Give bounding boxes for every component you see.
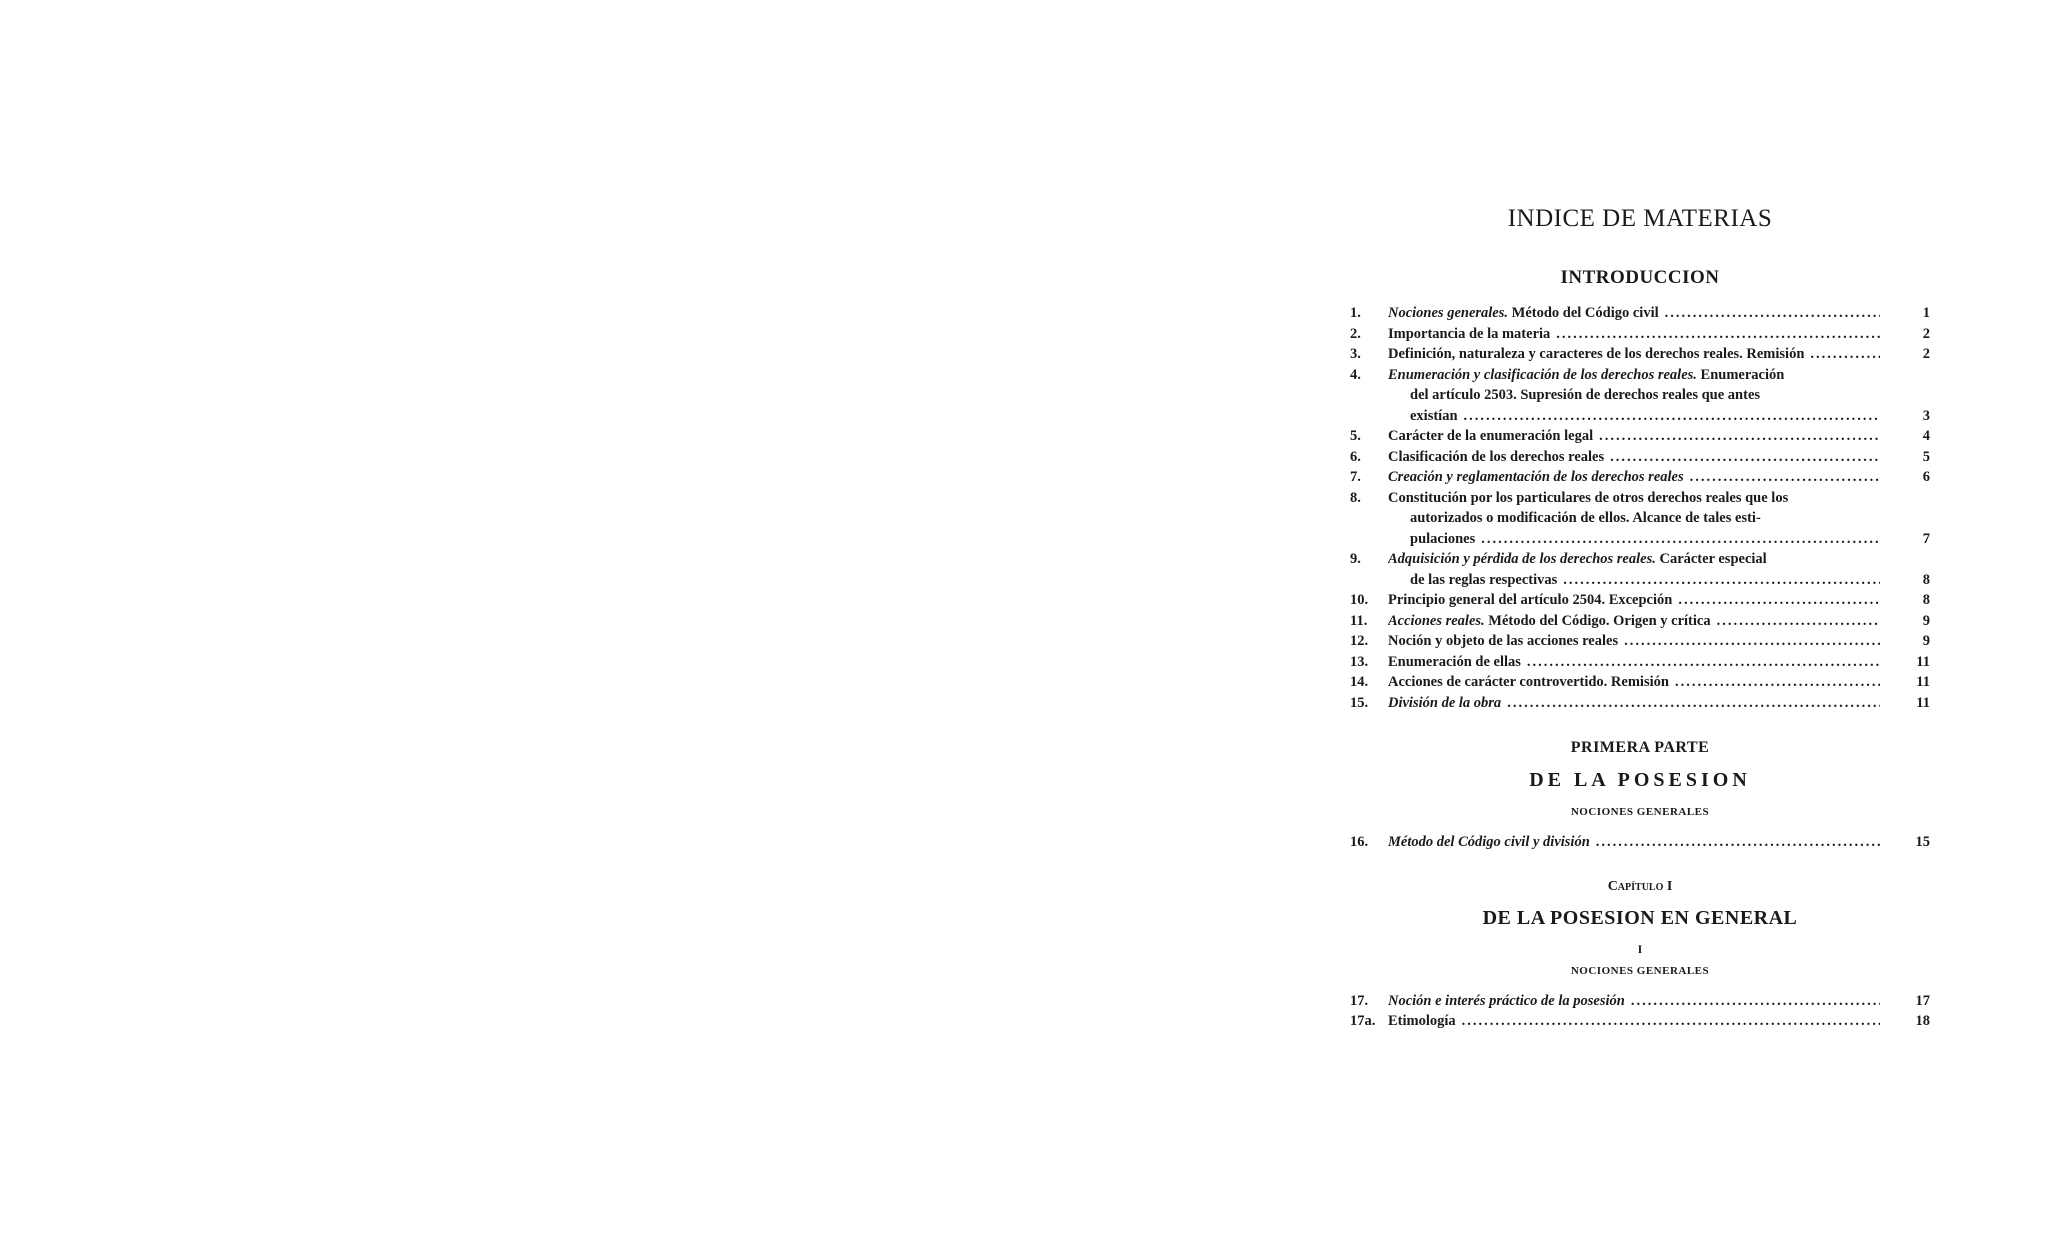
entry-line <box>1388 488 1880 509</box>
entry-number: 3. <box>1350 346 1361 362</box>
entry-number: 8. <box>1350 489 1361 506</box>
part-subheading: NOCIONES GENERALES <box>1570 806 1710 818</box>
entry-title <box>1388 693 1501 714</box>
entry-continuation: de las reglas respectivas <box>1410 571 1558 588</box>
toc-entry <box>1350 631 1930 652</box>
entry-line-continued <box>1388 529 1880 550</box>
entry-title <box>1388 488 1788 509</box>
dot-leader <box>1521 652 1880 673</box>
entry-number: 15. <box>1350 694 1369 711</box>
dot-leader <box>1590 832 1880 853</box>
toc-entry <box>1350 365 1930 427</box>
toc-entry <box>1350 652 1930 673</box>
page-number: 18 <box>1915 1013 1930 1029</box>
entry-title-roman: Constitución por los particulares de otros derechos reales que los <box>1388 489 1789 506</box>
toc-entry <box>1350 426 1930 447</box>
entry-line <box>1388 672 1880 693</box>
entry-title <box>1388 467 1684 488</box>
toc-entry <box>1350 303 1930 324</box>
entry-title-roman: Carácter de la enumeración legal <box>1388 428 1594 444</box>
page-number: 17 <box>1915 992 1930 1009</box>
toc-entry <box>1350 324 1930 345</box>
entry-title <box>1388 447 1604 468</box>
chapter-subheading: NOCIONES GENERALES <box>1570 964 1710 977</box>
page-number: 4 <box>1922 428 1930 444</box>
entry-number: 17a. <box>1350 1013 1376 1029</box>
toc-entry <box>1350 447 1930 468</box>
entry-number: 2. <box>1350 325 1361 342</box>
entry-continuation: existían <box>1410 407 1458 424</box>
page-number: 11 <box>1916 694 1930 711</box>
entry-number: 7. <box>1350 469 1361 485</box>
entry-text <box>1388 590 1880 611</box>
dot-leader <box>1501 693 1880 714</box>
entry-line <box>1388 344 1880 365</box>
entry-text <box>1388 631 1880 652</box>
page-number: 15 <box>1915 834 1930 850</box>
entry-text <box>1388 652 1880 673</box>
entry-title-roman: Carácter especial <box>1655 551 1767 567</box>
toc-entry <box>1350 590 1930 611</box>
entry-number: 5. <box>1350 428 1361 444</box>
toc-entry <box>1350 549 1930 590</box>
dot-leader <box>1669 672 1880 693</box>
toc-entry <box>1350 488 1930 550</box>
entry-text <box>1388 365 1880 427</box>
page-number: 9 <box>1922 612 1930 629</box>
entry-line-continued <box>1388 406 1880 427</box>
dot-leader <box>1458 406 1880 427</box>
entry-line <box>1388 590 1880 611</box>
dot-leader <box>1550 324 1880 345</box>
entry-title-italic: Noción e interés práctico de la posesión <box>1388 992 1625 1009</box>
entry-title <box>1388 344 1804 365</box>
entry-title <box>1388 611 1711 632</box>
toc-entry <box>1350 693 1930 714</box>
entry-line <box>1388 991 1880 1012</box>
entry-line <box>1388 365 1880 386</box>
entry-title <box>1388 631 1618 652</box>
dot-leader <box>1804 344 1880 365</box>
toc-list-introduccion <box>1350 303 1930 713</box>
entry-text <box>1388 832 1880 853</box>
entry-line <box>1388 426 1880 447</box>
entry-title <box>1388 1011 1456 1032</box>
dot-leader <box>1618 631 1880 652</box>
entry-continuation: autorizados o modificación de ellos. Alcance de tales esti- <box>1410 510 1761 526</box>
dot-leader <box>1557 570 1880 591</box>
page-number: 2 <box>1922 346 1930 362</box>
entry-title <box>1388 672 1669 693</box>
entry-text <box>1388 1011 1880 1032</box>
entry-line <box>1388 324 1880 345</box>
entry-title-italic: División de la obra <box>1388 694 1502 711</box>
entry-title-roman: Acciones de carácter controvertido. Remisión <box>1388 674 1669 690</box>
entry-title <box>1388 832 1590 853</box>
section-heading-introduccion: INTRODUCCION <box>1560 267 1720 288</box>
page-number: 11 <box>1916 674 1930 690</box>
entry-title <box>1388 652 1521 673</box>
toc-list-primera-parte <box>1350 832 1930 853</box>
entry-text <box>1388 672 1880 693</box>
entry-title-italic: Acciones reales. <box>1388 612 1485 629</box>
entry-title-roman: Clasificación de los derechos reales <box>1388 448 1605 465</box>
entry-text <box>1388 488 1880 550</box>
entry-title <box>1388 991 1625 1012</box>
entry-title-roman: Etimología <box>1388 1013 1456 1029</box>
index-page <box>1350 205 1930 1032</box>
entry-title-roman: Importancia de la materia <box>1388 325 1551 342</box>
toc-entry <box>1350 672 1930 693</box>
entry-line-continued <box>1388 570 1880 591</box>
entry-text <box>1388 549 1880 590</box>
entry-line <box>1388 631 1880 652</box>
dot-leader <box>1604 447 1880 468</box>
entry-title <box>1388 365 1784 386</box>
entry-line <box>1388 611 1880 632</box>
dot-leader <box>1625 991 1880 1012</box>
entry-number: 9. <box>1350 551 1361 567</box>
toc-entry <box>1350 832 1930 853</box>
entry-line <box>1388 467 1880 488</box>
page-number: 7 <box>1922 530 1930 547</box>
entry-title-roman: Enumeración <box>1696 366 1785 383</box>
entry-text <box>1388 324 1880 345</box>
entry-text <box>1388 303 1880 324</box>
dot-leader <box>1659 303 1880 324</box>
chapter-title: DE LA POSESION EN GENERAL <box>1482 906 1798 929</box>
chapter-section-number: I <box>1637 941 1643 956</box>
entry-line-continued <box>1388 385 1880 406</box>
entry-title-roman: Definición, naturaleza y caracteres de los derechos reales. Remisión <box>1388 346 1805 362</box>
page-number: 2 <box>1922 325 1930 342</box>
chapter-label: Capítulo I <box>1607 878 1673 894</box>
page-number: 9 <box>1922 633 1930 649</box>
entry-line <box>1388 549 1880 570</box>
toc-entry <box>1350 991 1930 1012</box>
entry-title <box>1388 303 1659 324</box>
entry-text <box>1388 447 1880 468</box>
entry-title-italic: Nociones generales. <box>1388 305 1509 321</box>
page-number: 8 <box>1922 571 1930 588</box>
entry-text <box>1388 991 1880 1012</box>
entry-line <box>1388 303 1880 324</box>
entry-title-roman: Principio general del artículo 2504. Excepción <box>1388 592 1673 608</box>
entry-text <box>1388 467 1880 488</box>
entry-title <box>1388 549 1767 570</box>
entry-text <box>1388 693 1880 714</box>
dot-leader <box>1593 426 1880 447</box>
toc-entry <box>1350 1011 1930 1032</box>
dot-leader <box>1684 467 1880 488</box>
dot-leader <box>1672 590 1880 611</box>
entry-title-roman: Método del Código civil <box>1508 305 1659 321</box>
entry-title-italic: Adquisición y pérdida de los derechos reales. <box>1388 551 1656 567</box>
entry-title-italic: Método del Código civil y división <box>1388 834 1590 850</box>
entry-title-roman: Noción y objeto de las acciones reales <box>1388 633 1619 649</box>
entry-title-italic: Enumeración y clasificación de los derechos reales. <box>1388 366 1697 383</box>
entry-number: 14. <box>1350 674 1369 690</box>
toc-entry <box>1350 467 1930 488</box>
toc-entry <box>1350 611 1930 632</box>
entry-line <box>1388 1011 1880 1032</box>
entry-line <box>1388 832 1880 853</box>
entry-title-roman: Enumeración de ellas <box>1388 653 1521 670</box>
entry-continuation: del artículo 2503. Supresión de derechos reales que antes <box>1410 387 1761 403</box>
page-number: 8 <box>1922 592 1930 608</box>
dot-leader <box>1456 1011 1880 1032</box>
entry-number: 1. <box>1350 305 1361 321</box>
entry-title <box>1388 324 1550 345</box>
entry-continuation: pulaciones <box>1410 530 1476 547</box>
dot-leader <box>1711 611 1880 632</box>
entry-line <box>1388 693 1880 714</box>
entry-line <box>1388 447 1880 468</box>
page-number: 1 <box>1922 305 1930 321</box>
entry-title-roman: Método del Código. Origen y crítica <box>1484 612 1711 629</box>
entry-number: 4. <box>1350 366 1361 383</box>
entry-number: 12. <box>1350 633 1369 649</box>
entry-number: 6. <box>1350 448 1361 465</box>
part-label: PRIMERA PARTE <box>1570 739 1710 756</box>
entry-line-continued <box>1388 508 1880 529</box>
page-number: 6 <box>1922 469 1930 485</box>
toc-list-capitulo <box>1350 991 1930 1032</box>
entry-text <box>1388 426 1880 447</box>
page-title: INDICE DE MATERIAS <box>1507 205 1773 232</box>
dot-leader <box>1475 529 1880 550</box>
entry-title-italic: Creación y reglamentación de los derechos reales <box>1388 469 1684 485</box>
entry-number: 17. <box>1350 992 1369 1009</box>
entry-text <box>1388 344 1880 365</box>
entry-number: 16. <box>1350 834 1369 850</box>
entry-text <box>1388 611 1880 632</box>
page-number: 3 <box>1922 407 1930 424</box>
page-number: 11 <box>1916 653 1930 670</box>
entry-number: 10. <box>1350 592 1369 608</box>
part-heading: DE LA POSESION <box>1529 769 1751 791</box>
entry-number: 13. <box>1350 653 1369 670</box>
entry-line <box>1388 652 1880 673</box>
page-number: 5 <box>1922 448 1930 465</box>
entry-number: 11. <box>1350 612 1368 629</box>
entry-title <box>1388 590 1672 611</box>
toc-entry <box>1350 344 1930 365</box>
entry-title <box>1388 426 1593 447</box>
